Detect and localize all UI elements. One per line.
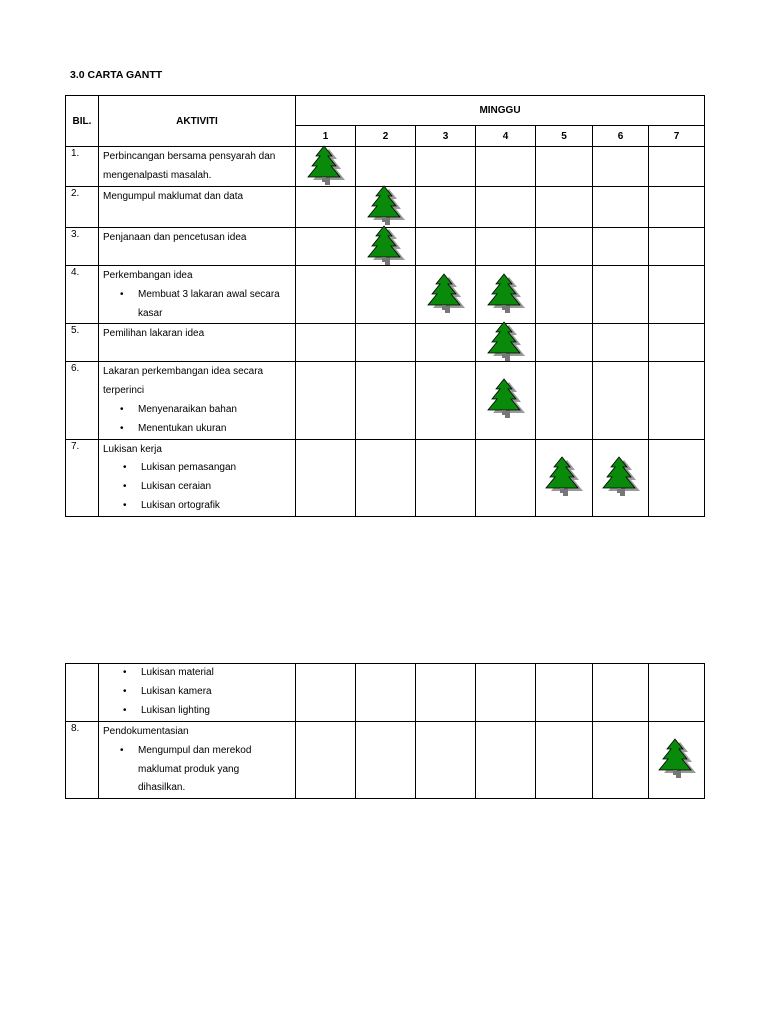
week-cell xyxy=(356,187,416,228)
week-cell xyxy=(296,324,356,362)
activity-cell xyxy=(99,324,296,362)
bullet-continuation: maklumat produk yang xyxy=(138,763,240,775)
header-week: 1 xyxy=(296,126,356,147)
tree-icon xyxy=(362,185,410,229)
week-cell xyxy=(476,147,536,187)
week-cell xyxy=(416,228,476,266)
bullet-item: • Menentukan ukuran xyxy=(103,420,291,439)
week-cell xyxy=(416,187,476,228)
tree-icon xyxy=(302,145,350,189)
week-cell xyxy=(416,439,476,516)
week-cell xyxy=(649,147,705,187)
header-week: 4 xyxy=(476,126,536,147)
header-minggu: MINGGU xyxy=(296,96,705,126)
week-cell xyxy=(296,664,356,722)
tree-icon xyxy=(362,225,410,269)
week-cell xyxy=(649,187,705,228)
table-row xyxy=(66,324,705,362)
bullet-item: • Lukisan pemasangan xyxy=(103,459,291,478)
week-cell xyxy=(593,722,649,799)
table-row xyxy=(66,722,705,799)
activity-cell xyxy=(99,187,296,228)
header-week: 5 xyxy=(536,126,593,147)
week-cell xyxy=(593,187,649,228)
week-cell xyxy=(416,664,476,722)
tree-icon xyxy=(482,273,530,317)
week-cell xyxy=(593,266,649,324)
week-cell xyxy=(649,439,705,516)
activity-text: Lakaran perkembangan idea secara xyxy=(103,366,264,378)
row-number: 8. xyxy=(66,722,99,799)
week-cell xyxy=(536,147,593,187)
bullet-item: • Lukisan ortografik xyxy=(103,497,291,516)
bullet-item: • Lukisan lighting xyxy=(103,702,291,721)
week-cell xyxy=(593,228,649,266)
activity-text: Penjanaan dan pencetusan idea xyxy=(103,232,247,243)
week-cell xyxy=(536,362,593,439)
week-cell xyxy=(476,439,536,516)
header-week: 2 xyxy=(356,126,416,147)
week-cell xyxy=(416,147,476,187)
activity-cell xyxy=(99,722,296,799)
activity-cell xyxy=(99,439,296,516)
week-cell xyxy=(296,362,356,439)
table-row xyxy=(66,439,705,516)
header-week: 3 xyxy=(416,126,476,147)
week-cell xyxy=(536,439,593,516)
table-row xyxy=(66,664,705,722)
week-cell xyxy=(476,362,536,439)
tree-icon xyxy=(482,321,530,365)
activity-cell xyxy=(99,664,296,722)
activity-text: Mengumpul maklumat dan data xyxy=(103,191,244,202)
header-aktiviti: AKTIVITI xyxy=(99,96,296,147)
table-row xyxy=(66,187,705,228)
week-cell xyxy=(476,324,536,362)
activity-text: terperinci xyxy=(103,385,145,397)
week-cell xyxy=(593,664,649,722)
week-cell xyxy=(356,722,416,799)
activity-text: mengenalpasti masalah. xyxy=(103,169,212,181)
week-cell xyxy=(356,228,416,266)
activity-cell xyxy=(99,228,296,266)
activity-text: Perbincangan bersama pensyarah dan xyxy=(103,151,276,162)
tree-icon xyxy=(653,738,701,782)
activity-text: Perkembangan idea xyxy=(103,270,193,281)
week-cell xyxy=(356,664,416,722)
section-heading: 3.0 CARTA GANTT xyxy=(70,69,163,81)
week-cell xyxy=(536,266,593,324)
week-cell xyxy=(536,187,593,228)
week-cell xyxy=(476,664,536,722)
table-row xyxy=(66,228,705,266)
activity-text: Lukisan kerja xyxy=(103,443,162,455)
bullet-continuation: dihasilkan. xyxy=(138,782,186,794)
header-week: 6 xyxy=(593,126,649,147)
header-bil: BIL. xyxy=(66,96,99,147)
table-row xyxy=(66,266,705,324)
week-cell xyxy=(649,362,705,439)
week-cell xyxy=(356,362,416,439)
week-cell xyxy=(536,324,593,362)
gantt-table-2 xyxy=(65,663,705,799)
row-number: 1. xyxy=(66,147,99,187)
week-cell xyxy=(536,664,593,722)
week-cell xyxy=(356,147,416,187)
row-number: 3. xyxy=(66,228,99,266)
row-number: 6. xyxy=(66,362,99,439)
activity-cell xyxy=(99,362,296,439)
week-cell xyxy=(476,187,536,228)
week-cell xyxy=(296,722,356,799)
week-cell xyxy=(649,324,705,362)
activity-text: Pendokumentasian xyxy=(103,726,189,737)
week-cell xyxy=(649,266,705,324)
row-number: 5. xyxy=(66,324,99,362)
bullet-item: • Lukisan kamera xyxy=(103,683,291,702)
week-cell xyxy=(296,187,356,228)
week-cell xyxy=(593,439,649,516)
row-number: 4. xyxy=(66,266,99,324)
week-cell xyxy=(416,722,476,799)
bullet-item: • Mengumpul dan merekod xyxy=(103,742,291,761)
activity-cell xyxy=(99,147,296,187)
week-cell xyxy=(649,228,705,266)
week-cell xyxy=(356,266,416,324)
week-cell xyxy=(356,324,416,362)
bullet-item: • Lukisan ceraian xyxy=(103,478,291,497)
week-cell xyxy=(593,362,649,439)
table-row xyxy=(66,362,705,439)
week-cell xyxy=(296,439,356,516)
activity-text: Pemilihan lakaran idea xyxy=(103,328,205,340)
row-number: 7. xyxy=(66,439,99,516)
week-cell xyxy=(593,147,649,187)
week-cell xyxy=(593,324,649,362)
gantt-table-1 xyxy=(65,95,705,517)
tree-icon xyxy=(540,456,588,500)
week-cell xyxy=(536,228,593,266)
week-cell xyxy=(649,722,705,799)
week-cell xyxy=(416,324,476,362)
bullet-continuation: kasar xyxy=(138,307,163,319)
week-cell xyxy=(649,664,705,722)
activity-cell xyxy=(99,266,296,324)
week-cell xyxy=(296,147,356,187)
table-row xyxy=(66,147,705,187)
tree-icon xyxy=(422,273,470,317)
bullet-item: • Lukisan material xyxy=(103,664,291,683)
week-cell xyxy=(476,722,536,799)
row-number xyxy=(66,664,99,722)
bullet-item: • Menyenaraikan bahan xyxy=(103,401,291,420)
header-week: 7 xyxy=(649,126,705,147)
bullet-item: • Membuat 3 lakaran awal secara xyxy=(103,286,291,305)
week-cell xyxy=(476,266,536,324)
tree-icon xyxy=(597,456,645,500)
week-cell xyxy=(416,266,476,324)
week-cell xyxy=(416,362,476,439)
week-cell xyxy=(476,228,536,266)
week-cell xyxy=(536,722,593,799)
week-cell xyxy=(356,439,416,516)
tree-icon xyxy=(482,378,530,422)
row-number: 2. xyxy=(66,187,99,228)
week-cell xyxy=(296,266,356,324)
week-cell xyxy=(296,228,356,266)
